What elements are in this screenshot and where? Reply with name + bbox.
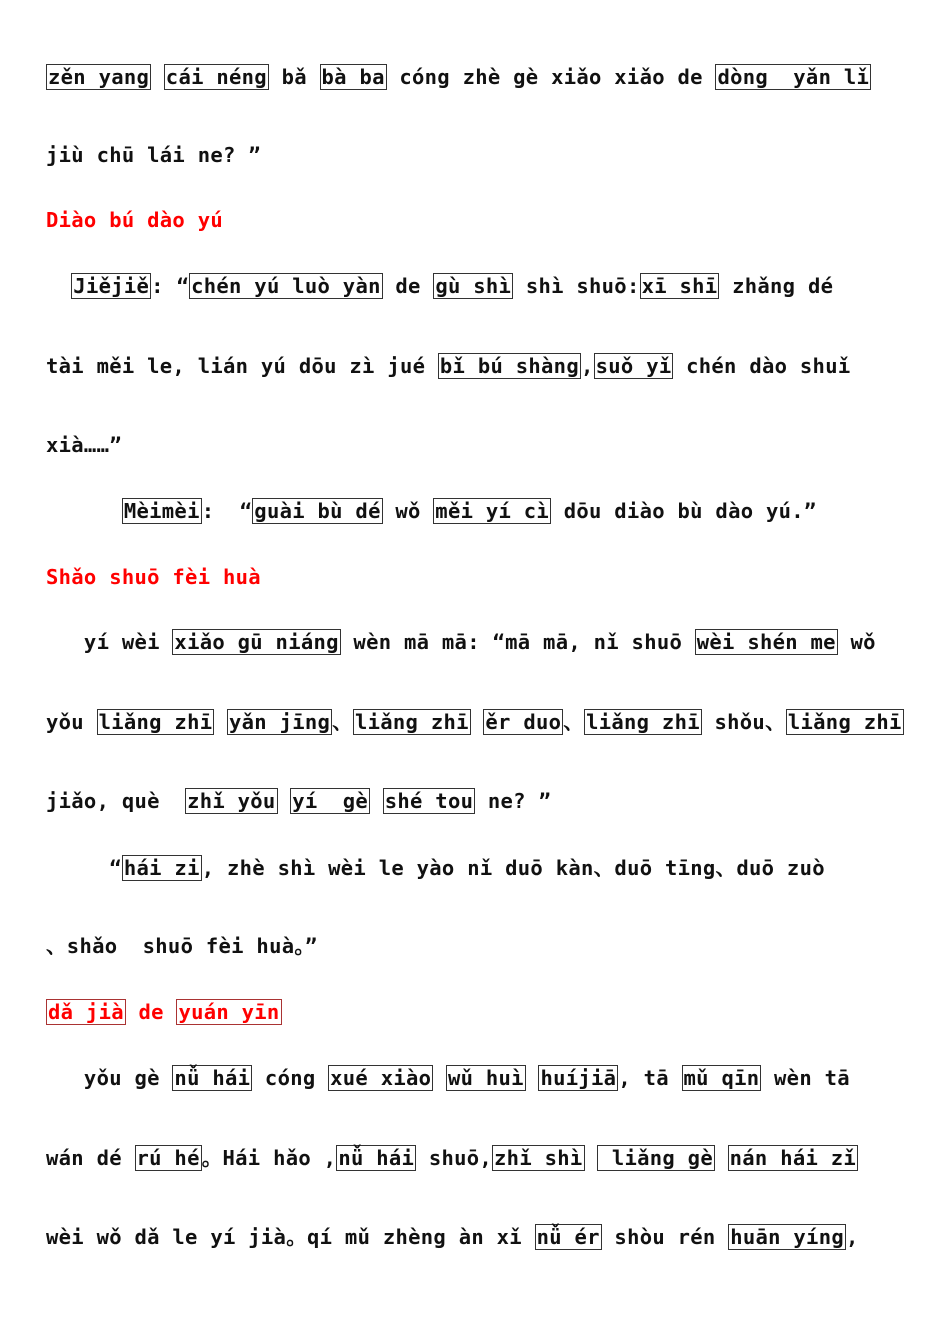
boxed-word: zhǐ shì (494, 1146, 583, 1170)
text-segment: de (125, 1000, 177, 1024)
text-segment: shǒu、 (701, 710, 786, 734)
boxed-word: nǚ ér (536, 1225, 600, 1249)
text-segment: cóng zhè gè xiǎo xiǎo de (386, 65, 716, 89)
text-segment (46, 499, 122, 523)
text-segment (214, 710, 227, 734)
text-segment: dōu diào bù dào yú.” (551, 499, 817, 523)
boxed-word: bà ba (321, 65, 385, 89)
boxed-word: Mèimèi (123, 499, 200, 523)
text-line (46, 351, 910, 381)
text-segment: 、 (563, 710, 585, 734)
text-line (46, 271, 910, 301)
boxed-word: mǔ qīn (683, 1066, 760, 1090)
text-segment: , (845, 1225, 859, 1249)
boxed-word: yí gè (292, 789, 369, 813)
text-line (46, 1143, 910, 1173)
text-segment: chén dào shuǐ (673, 354, 851, 378)
boxed-word: dòng yǎn lǐ (717, 65, 870, 89)
section-heading (46, 205, 910, 235)
text-segment: shuō, (416, 1146, 493, 1170)
boxed-word: yǎn jīng (229, 710, 331, 734)
boxed-word: xiǎo gū niáng (174, 630, 339, 654)
boxed-word: gù shì (435, 274, 512, 298)
text-line (46, 853, 910, 883)
boxed-word: Jiějiě (73, 274, 150, 298)
text-segment (278, 789, 291, 813)
text-segment (46, 274, 71, 298)
text-segment: cóng (252, 1066, 329, 1090)
text-line (46, 786, 910, 816)
text-segment: jiù chū lái ne? ” (46, 143, 261, 167)
text-segment (471, 710, 484, 734)
text-segment: : “ (201, 499, 253, 523)
text-segment (433, 1066, 446, 1090)
boxed-word: nǚ hái (174, 1066, 251, 1090)
boxed-word: wǔ huì (447, 1066, 524, 1090)
text-segment: 、 (332, 710, 353, 734)
boxed-word: nǚ hái (338, 1146, 415, 1170)
boxed-word: xī shī (641, 274, 718, 298)
boxed-word: wèi shén me (696, 630, 836, 654)
text-segment: wèn tā (761, 1066, 850, 1090)
text-segment: shòu rén (601, 1225, 729, 1249)
text-segment (151, 65, 164, 89)
text-segment: wán dé (46, 1146, 135, 1170)
text-segment: yǒu gè (46, 1066, 173, 1090)
boxed-word: liǎng zhī (354, 710, 469, 734)
boxed-word: huān yíng (730, 1225, 844, 1249)
text-segment: yǒu (46, 710, 97, 734)
boxed-word: nán hái zǐ (729, 1146, 857, 1170)
boxed-word: hái zi (123, 856, 200, 880)
boxed-word: měi yí cì (435, 499, 550, 523)
text-segment: jiǎo, què (46, 789, 186, 813)
boxed-word: huíjiā (540, 1066, 617, 1090)
text-segment: Shǎo shuō fèi huà (46, 565, 261, 589)
text-line (46, 140, 910, 170)
text-segment: 。Hái hǎo , (201, 1146, 337, 1170)
text-line (46, 707, 910, 737)
text-segment (585, 1146, 598, 1170)
text-segment: tài měi le, lián yú dōu zì jué (46, 354, 438, 378)
text-segment: wèi wǒ dǎ le yí jià。qí mǔ zhèng àn xǐ (46, 1225, 535, 1249)
boxed-word: zěn yang (48, 65, 150, 89)
text-segment: wǒ (837, 630, 876, 654)
text-segment: bǎ (268, 65, 320, 89)
section-heading (46, 562, 910, 592)
boxed-word: liǎng zhī (787, 710, 902, 734)
boxed-word: xué xiào (330, 1066, 432, 1090)
boxed-word: bǐ bú shàng (439, 354, 579, 378)
boxed-word: shé tou (384, 789, 474, 813)
text-line (46, 1222, 910, 1252)
text-segment: zhǎng dé (719, 274, 834, 298)
text-segment: , (580, 354, 594, 378)
section-heading (46, 997, 910, 1027)
boxed-word: chén yú luò yàn (191, 274, 381, 298)
text-segment: ne? ” (475, 789, 552, 813)
boxed-word: rú hé (136, 1146, 200, 1170)
text-line (46, 1063, 910, 1093)
text-segment: “ (46, 856, 122, 880)
text-segment: xià……” (46, 433, 122, 457)
boxed-word: liǎng zhī (98, 710, 213, 734)
boxed-word: cái néng (165, 65, 267, 89)
boxed-word: suǒ yǐ (595, 354, 672, 378)
text-segment: 、shǎo shuō fèi huà。” (46, 934, 318, 958)
boxed-word: liǎng zhī (586, 710, 700, 734)
text-line (46, 627, 910, 657)
text-segment: shì shuō: (513, 274, 640, 298)
boxed-word: ěr duo (485, 710, 562, 734)
text-segment (526, 1066, 539, 1090)
boxed-word: dǎ jià (48, 1000, 124, 1024)
text-line (46, 430, 910, 460)
text-segment: wǒ (382, 499, 434, 523)
text-segment (715, 1146, 728, 1170)
text-segment: , zhè shì wèi le yào nǐ duō kàn、duō tīng、duō zuò (201, 856, 825, 880)
text-segment: : “ (151, 274, 190, 298)
text-segment: Diào bú dào yú (46, 208, 223, 232)
boxed-word: liǎng gè (599, 1146, 713, 1170)
text-line (46, 496, 910, 526)
boxed-word: guài bù dé (254, 499, 381, 523)
text-segment: , tā (618, 1066, 682, 1090)
text-segment (370, 789, 383, 813)
text-line (46, 931, 910, 961)
boxed-word: zhǐ yǒu (187, 789, 276, 813)
text-line (46, 62, 910, 92)
text-segment: yí wèi (46, 630, 173, 654)
text-segment: wèn mā mā: “mā mā, nǐ shuō (340, 630, 695, 654)
text-segment: de (382, 274, 434, 298)
boxed-word: yuán yīn (178, 1000, 280, 1024)
